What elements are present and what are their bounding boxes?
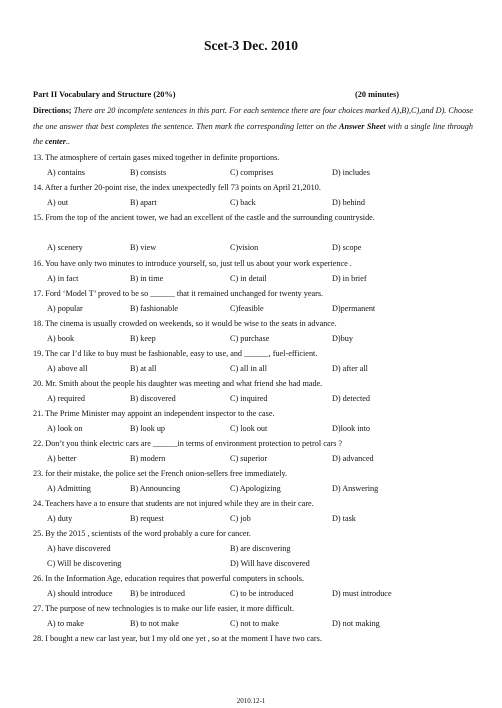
option-b[interactable]: B) be introduced: [130, 589, 186, 598]
option-a[interactable]: A) Admitting: [47, 484, 91, 493]
option-d[interactable]: D) must introduce: [332, 589, 392, 598]
option-b[interactable]: B) keep: [130, 334, 156, 343]
option-b[interactable]: B) look up: [130, 424, 166, 433]
question-21-stem: 21. The Prime Minister may appoint an independent inspector to the case.: [33, 409, 275, 418]
option-a[interactable]: A) in fact: [47, 274, 79, 283]
option-c[interactable]: C) all in all: [230, 364, 268, 373]
question-13-stem: 13. The atmosphere of certain gases mixed together in definite proportions.: [33, 153, 280, 162]
option-c[interactable]: C) purchase: [230, 334, 270, 343]
option-b[interactable]: B) consists: [130, 168, 167, 177]
option-d[interactable]: D) behind: [332, 198, 365, 207]
option-b[interactable]: B) Announcing: [130, 484, 181, 493]
option-d[interactable]: D) advanced: [332, 454, 374, 463]
option-a[interactable]: A) above all: [47, 364, 88, 373]
option-c[interactable]: C) back: [230, 198, 256, 207]
option-c[interactable]: C) superior: [230, 454, 268, 463]
option-c[interactable]: C) look out: [230, 424, 268, 433]
option-d[interactable]: D) not making: [332, 619, 380, 628]
option-b[interactable]: B) to not make: [130, 619, 179, 628]
part-header: [33, 90, 473, 99]
option-c[interactable]: C) job: [230, 514, 251, 523]
option-d[interactable]: D) scope: [332, 243, 362, 252]
question-24-stem: 24. Teachers have a to ensure that students are not injured while they are in their care.: [33, 499, 314, 508]
question-23-stem: 23. for their mistake, the police set the French onion-sellers free immediately.: [33, 469, 288, 478]
option-a[interactable]: A) required: [47, 394, 85, 403]
option-b[interactable]: B) are discovering: [230, 544, 291, 553]
option-a[interactable]: A) better: [47, 454, 77, 463]
option-c[interactable]: C) comprises: [230, 168, 274, 177]
option-c[interactable]: C) Will be discovering: [47, 559, 122, 568]
option-b[interactable]: B) apart: [130, 198, 157, 207]
question-16-stem: 16. You have only two minutes to introduce yourself, so, just tell us about your work experience .: [33, 259, 352, 268]
question-18-stem: 18. The cinema is usually crowded on weekends, so it would be wise to the seats in advance.: [33, 319, 337, 328]
option-d[interactable]: D) in brief: [332, 274, 367, 283]
directions-label: Directions;: [33, 106, 72, 115]
question-17-stem: 17. Ford ‘Model T’ proved to be so ______ that it remained unchanged for twenty years.: [33, 289, 324, 298]
question-27-stem: 27. The purpose of new technologies is to make our life easier, it more difficult.: [33, 604, 295, 613]
option-c[interactable]: C)vision: [230, 243, 259, 252]
question-14-stem: 14. After a further 20-point rise, the index unexpectedly fell 73 points on April 21,2010.: [33, 183, 321, 192]
option-c[interactable]: C) inquired: [230, 394, 268, 403]
option-d[interactable]: D)buy: [332, 334, 353, 343]
question-26-stem: 26. In the Information Age, education requires that powerful computers in schools.: [33, 574, 305, 583]
option-a[interactable]: A) contains: [47, 168, 85, 177]
question-25-stem: 25. By the 2015 , scientists of the word probably a cure for cancer.: [33, 529, 251, 538]
option-a[interactable]: A) out: [47, 198, 69, 207]
option-d[interactable]: D) includes: [332, 168, 370, 177]
center-term: center: [45, 137, 66, 147]
page-footer: 2010.12-1: [236, 697, 266, 705]
directions-text-2: with a single line through the: [33, 121, 473, 147]
option-d[interactable]: D) task: [332, 514, 356, 523]
option-b[interactable]: B) request: [130, 514, 164, 523]
option-c[interactable]: C) to be introduced: [230, 589, 294, 598]
option-c[interactable]: C) not to make: [230, 619, 279, 628]
question-28-stem: 28. I bought a new car last year, but I my old one yet , so at the moment I have two cars.: [33, 634, 322, 643]
option-b[interactable]: B) discovered: [130, 394, 176, 403]
option-b[interactable]: B) view: [130, 243, 157, 252]
option-d[interactable]: D) Answering: [332, 484, 379, 493]
option-d[interactable]: D)look into: [332, 424, 370, 433]
option-c[interactable]: C) in detail: [230, 274, 267, 283]
answer-sheet-term: Answer Sheet: [338, 121, 386, 131]
option-a[interactable]: A) have discovered: [47, 544, 111, 553]
option-b[interactable]: B) modern: [130, 454, 166, 463]
directions-text-1: There are 20 incomplete sentences in this part. For each sentence there are four choices marked A),B),C),and D). Choose the one answer that best completes the sentence. Then mark the corresponding letter on the: [33, 106, 473, 131]
option-a[interactable]: A) should introduce: [47, 589, 113, 598]
option-d[interactable]: D)permanent: [332, 304, 376, 313]
question-19-stem: 19. The car I’d like to buy must be fashionable, easy to use, and ______, fuel-efficient.: [33, 349, 318, 358]
option-b[interactable]: B) in time: [130, 274, 164, 283]
part-time: (20 minutes): [355, 90, 400, 99]
option-a[interactable]: A) scenery: [47, 243, 83, 252]
page-title: Scet-3 Dec. 2010: [203, 38, 299, 53]
option-b[interactable]: B) at all: [130, 364, 157, 373]
option-a[interactable]: A) popular: [47, 304, 83, 313]
directions: [33, 103, 473, 150]
option-d[interactable]: D) Will have discovered: [230, 559, 310, 568]
directions-end: ..: [65, 137, 71, 147]
option-d[interactable]: D) detected: [332, 394, 370, 403]
option-a[interactable]: A) duty: [47, 514, 73, 523]
option-a[interactable]: A) book: [47, 334, 75, 343]
option-c[interactable]: C)feasible: [230, 304, 264, 313]
part-label: Part II Vocabulary and Structure (20%): [33, 90, 176, 99]
question-20-stem: 20. Mr. Smith about the people his daughter was meeting and what friend she had made.: [33, 379, 323, 388]
option-d[interactable]: D) after all: [332, 364, 368, 373]
option-b[interactable]: B) fashionable: [130, 304, 178, 313]
question-15-stem: 15. From the top of the ancient tower, we had an excellent of the castle and the surrounding countryside.: [33, 213, 375, 222]
option-a[interactable]: A) look on: [47, 424, 83, 433]
question-22-stem: 22. Don’t you think electric cars are ______in terms of environment protection to petrol cars ?: [33, 439, 343, 448]
option-a[interactable]: A) to make: [47, 619, 84, 628]
option-c[interactable]: C) Apologizing: [230, 484, 281, 493]
